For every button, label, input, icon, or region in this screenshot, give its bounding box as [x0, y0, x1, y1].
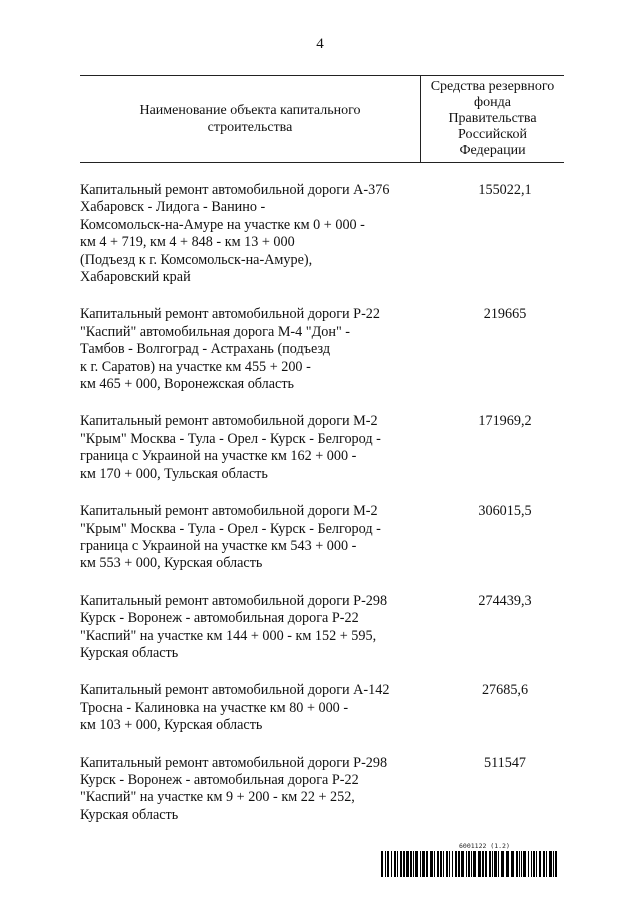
row-object-name: Капитальный ремонт автомобильной дороги М-2 "Крым" Москва - Тула - Орел - Курск - Белгород - граница с Украиной на участке км 543 + 000 - км 553 + 000, Курская область — [80, 503, 381, 572]
row-object-name: Капитальный ремонт автомобильной дороги Р-22 "Каспий" автомобильная дорога М-4 "Дон" - Тамбов - Волгоград - Астрахань (подъезд к г. Саратов) на участке км 455 + 200 - км 465 + 000, Воронежская область — [80, 306, 380, 393]
row-sum: 171969,2 — [478, 413, 532, 430]
page-number: 4 — [316, 36, 324, 52]
row-object-name: Капитальный ремонт автомобильной дороги Р-298 Курск - Воронеж - автомобильная дорога Р-22 "Каспий" на участке км 9 + 200 - км 22 + 252, Курская область — [80, 754, 388, 823]
row-sum: 219665 — [483, 306, 527, 323]
row-object-name: Капитальный ремонт автомобильной дороги А-142 Тросна - Калиновка на участке км 80 + 000 - км 103 + 000, Курская область — [80, 682, 390, 734]
row-sum: 306015,5 — [478, 503, 532, 520]
table-row — [80, 682, 580, 734]
table-row — [80, 306, 580, 393]
header-bottom-rule — [80, 162, 564, 163]
row-sum: 274439,3 — [478, 592, 532, 609]
barcode-block — [381, 842, 557, 877]
barcode-image — [381, 851, 557, 877]
table-row — [80, 413, 580, 483]
row-sum: 27685,6 — [481, 682, 529, 699]
table-header — [80, 76, 564, 162]
row-object-name: Капитальный ремонт автомобильной дороги Р-298 Курск - Воронеж - автомобильная дорога Р-22 "Каспий" на участке км 144 + 000 - км 152 + 595, Курская область — [80, 592, 388, 661]
table-row — [80, 593, 580, 663]
header-name-cell: Наименование объекта капитального строительства — [139, 103, 361, 135]
row-sum: 511547 — [483, 754, 527, 771]
table-row — [80, 755, 580, 825]
row-sum: 155022,1 — [478, 182, 532, 198]
table-header-block — [80, 75, 564, 163]
barcode-caption: 6001122 (1.2) — [459, 842, 510, 850]
table-row — [80, 182, 580, 286]
table-row — [80, 503, 580, 573]
row-object-name: Капитальный ремонт автомобильной дороги М-2 "Крым" Москва - Тула - Орел - Курск - Белгород - граница с Украиной на участке км 162 + 000 - км 170 + 000, Тульская область — [80, 413, 381, 482]
row-object-name: Капитальный ремонт автомобильной дороги А-376 Хабаровск - Лидога - Ванино - Комсомольск-на-Амуре на участке км 0 + 000 - км 4 + 719, км 4 + 848 - км 13 + 000 (Подъезд к г. Комсомольск-на-Амуре), Хабаровский край — [80, 182, 390, 286]
header-sum-cell: Средства резервного фонда Правительства Российской Федерации — [420, 76, 564, 162]
table-body — [80, 182, 580, 844]
